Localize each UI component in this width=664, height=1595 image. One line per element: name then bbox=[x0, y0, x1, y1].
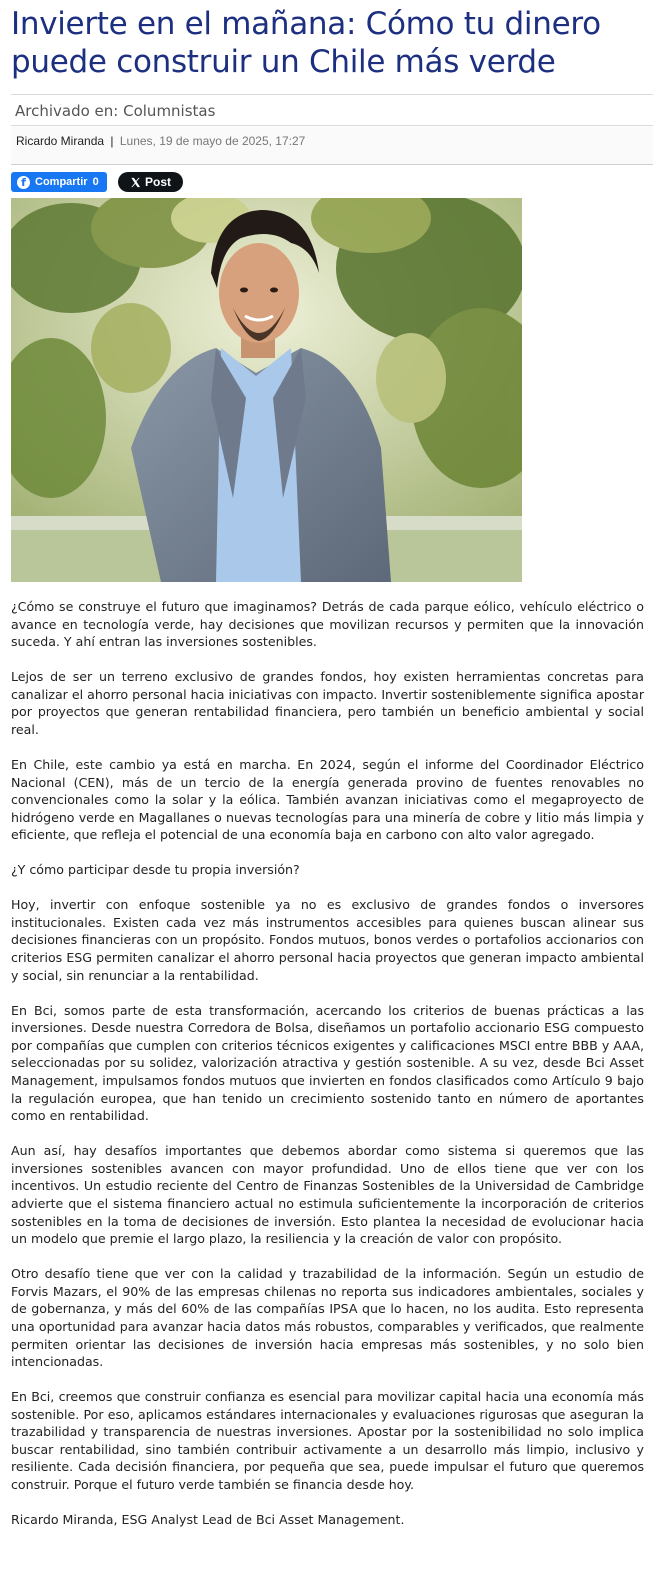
paragraph: Hoy, invertir con enfoque sostenible ya no es exclusivo de grandes fondos o inversores institucionales. Existen cada vez más instrumentos accesibles para quienes buscan alinear sus decisiones financieras con un propósito. Fondos mutuos, bonos verdes o portafolios accionarios con criterios ESG permiten canalizar el ahorro personal hacia proyectos que generan impacto ambiental y social, sin renunciar a la rentabilidad. bbox=[11, 897, 644, 983]
x-post-button[interactable] bbox=[118, 172, 183, 192]
share-count: 0 bbox=[92, 176, 99, 188]
facebook-icon: f bbox=[17, 176, 30, 189]
author-portrait bbox=[11, 198, 522, 582]
paragraph: ¿Cómo se construye el futuro que imaginamos? Detrás de cada parque eólico, vehículo eléctrico o avance en tecnología verde, hay decisiones que movilizan recursos y permiten que la innovación suceda. Y ahí entran las inversiones sostenibles. bbox=[11, 599, 644, 650]
author-photo bbox=[11, 198, 522, 582]
paragraph: Aun así, hay desafíos importantes que debemos abordar como sistema si queremos que las inversiones sostenibles avancen con mayor profundidad. Uno de ellos tiene que ver con los incentivos. Un estudio reciente del Centro de Finanzas Sostenibles de la Universidad de Cambridge advierte que el sistema financiero actual no estimula suficientemente la incorporación de criterios sostenibles en la toma de decisiones de inversión. Esto plantea la necesidad de evolucionar hacia un modelo que premie el largo plazo, la resiliencia y la creación de valor con propósito. bbox=[11, 1143, 644, 1247]
paragraph: ¿Y cómo participar desde tu propia inversión? bbox=[11, 862, 300, 878]
archive-category[interactable] bbox=[11, 94, 653, 126]
article-body bbox=[11, 598, 644, 1546]
author-name: Ricardo Miranda bbox=[16, 134, 105, 148]
article-title: Invierte en el mañana: Cómo tu dinero puede construir un Chile más verde bbox=[11, 6, 601, 80]
archive-label: Archivado en: Columnistas bbox=[15, 102, 216, 120]
paragraph: En Chile, este cambio ya está en marcha. En 2024, según el informe del Coordinador Eléctrico Nacional (CEN), más de un tercio de la energía generada provino de fuentes renovables no convencionales como la solar y la eólica. También avanzan iniciativas como el megaproyecto de hidrógeno verde en Magallanes o nuevas tecnologías para una minería de cobre y litio más limpia y eficiente, que refleja el potencial de una economía baja en carbono con alto valor agregado. bbox=[11, 756, 644, 843]
paragraph: En Bci, somos parte de esta transformación, acercando los criterios de buenas prácticas a las inversiones. Desde nuestra Corredora de Bolsa, diseñamos un portafolio accionario ESG compuesto por compañías que cumplen con criterios técnicos exigentes y calificaciones MSCI entre BBB y AAA, seleccionadas por su solidez, valorización atractiva y gestión sostenible. A su vez, desde Bci Asset Management, impulsamos fondos mutuos que invierten en fondos clasificados como Artículo 9 bajo la regulación europea, que han tenido un crecimiento sostenido tanto en número de aportantes como en rentabilidad. bbox=[11, 1002, 644, 1124]
paragraph: Lejos de ser un terreno exclusivo de grandes fondos, hoy existen herramientas concretas para canalizar el ahorro personal hacia iniciativas con impacto. Invertir sosteniblemente significa apostar por proyectos que generan rentabilidad financiera, pero también un beneficio ambiental y social real. bbox=[11, 669, 644, 737]
meta-separator: | bbox=[110, 134, 114, 148]
publish-date: Lunes, 19 de mayo de 2025, 17:27 bbox=[119, 134, 306, 148]
paragraph: En Bci, creemos que construir confianza es esencial para movilizar capital hacia una economía más sostenible. Por eso, aplicamos estándares internacionales y evaluaciones rigurosas que aseguran la trazabilidad y transparencia de nuestras inversiones. Apostar por la sostenibilidad no solo implica buscar rentabilidad, sino también contribuir activamente a un desarrollo más limpio, inclusivo y resiliente. Cada decisión financiera, por pequeña que sea, puede impulsar el futuro que queremos construir. Porque el futuro verde también se financia desde hoy. bbox=[11, 1389, 644, 1493]
x-icon bbox=[130, 177, 141, 188]
share-label: Compartir bbox=[35, 176, 88, 188]
post-label: Post bbox=[144, 175, 171, 189]
author-signature: Ricardo Miranda, ESG Analyst Lead de Bci Asset Management. bbox=[11, 1512, 405, 1528]
paragraph: Otro desafío tiene que ver con la calidad y trazabilidad de la información. Según un estudio de Forvis Mazars, el 90% de las empresas chilenas no reporta sus indicadores ambientales, sociales y de gobernanza, y más del 60% de las compañías IPSA que lo hacen, no los audita. Esto representa una oportunidad para avanzar hacia datos más robustos, comparables y verificados, que realmente permiten orientar las decisiones de inversión hacia empresas más sostenibles, y no solo bien intencionadas. bbox=[11, 1266, 644, 1370]
article-meta bbox=[11, 127, 653, 165]
facebook-share-button[interactable] bbox=[11, 172, 107, 192]
